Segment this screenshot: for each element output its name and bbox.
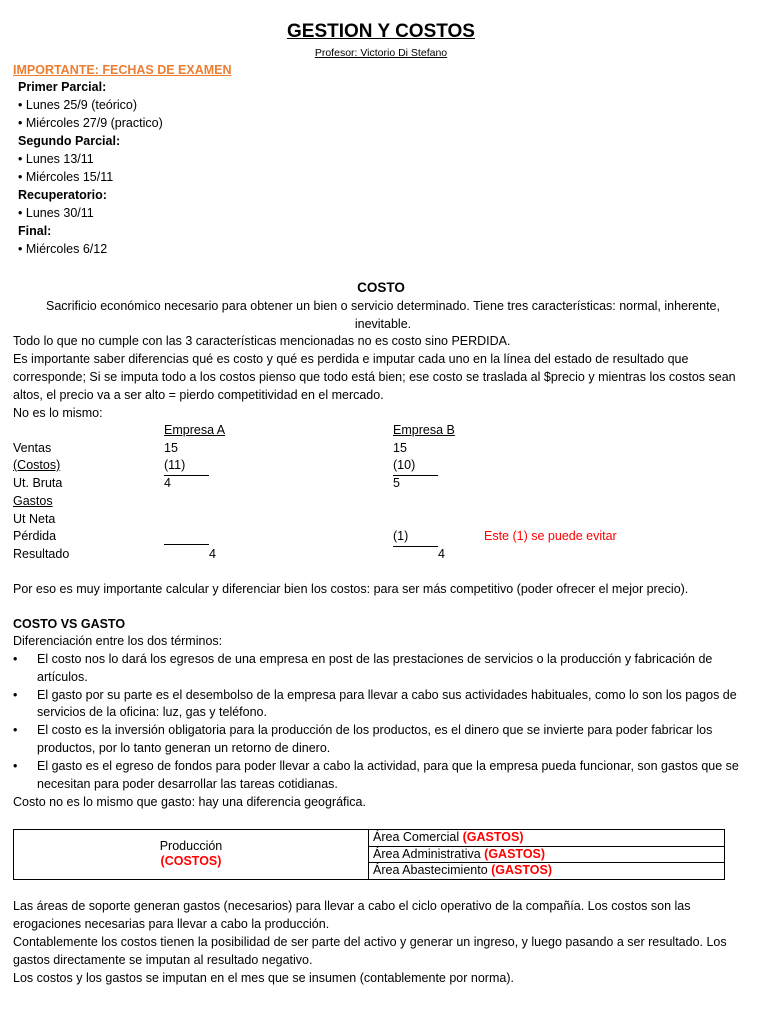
list-item: • El gasto por su parte es el desembolso de la empresa para llevar a cabo sus actividades habituales, como lo son los pagos de servicios de la oficina: luz, gas y teléfono. bbox=[13, 687, 737, 720]
comparison-value-b: (10) bbox=[393, 457, 438, 476]
costo-definition-line: Sacrificio económico necesario para obtener un bien o servicio determinado. Tiene tres características: normal, inherente, bbox=[46, 299, 720, 313]
bullet-icon: • bbox=[18, 170, 23, 184]
comparison-row-label: (Costos) bbox=[13, 458, 61, 472]
exam-date-item: • Miércoles 15/11 bbox=[18, 170, 114, 184]
area-tag: (GASTOS) bbox=[462, 830, 524, 844]
professor-line: Profesor: Victorio Di Stefano bbox=[314, 47, 448, 59]
costo-vs-gasto-closing: Costo no es lo mismo que gasto: hay una diferencia geográfica. bbox=[13, 795, 366, 809]
exam-group-title: Primer Parcial: bbox=[18, 80, 107, 94]
bullet-icon: • bbox=[13, 652, 18, 666]
closing-paragraph: Los costos y los gastos se imputan en el mes que se insumen (contablemente por norma). bbox=[13, 971, 514, 985]
comparison-value-b: 5 bbox=[393, 476, 400, 490]
comparison-value-a: 15 bbox=[164, 441, 178, 455]
comparison-value-a: (11) bbox=[164, 457, 209, 476]
comparison-value-b: (1) bbox=[393, 528, 438, 547]
bullet-icon: • bbox=[13, 687, 18, 702]
costo-heading: COSTO bbox=[357, 280, 405, 295]
area-cell: Área Administrativa (GASTOS) bbox=[369, 846, 725, 863]
exam-date-item: • Miércoles 6/12 bbox=[18, 242, 108, 256]
costo-paragraph: Todo lo que no cumple con las 3 características mencionadas no es costo sino PERDIDA. bbox=[13, 334, 511, 348]
comparison-value-a: 4 bbox=[164, 476, 171, 490]
comparison-row-label: Ut. Bruta bbox=[13, 476, 63, 490]
bullet-icon: • bbox=[18, 152, 23, 166]
bullet-icon: • bbox=[18, 242, 23, 256]
comparison-value-b: 4 bbox=[438, 547, 445, 561]
empresa-b-header: Empresa B bbox=[393, 423, 455, 437]
exam-dates-heading: IMPORTANTE: FECHAS DE EXAMEN bbox=[13, 63, 232, 77]
area-cell: Área Abastecimiento (GASTOS) bbox=[369, 863, 725, 880]
comparison-value-a: 4 bbox=[209, 547, 216, 561]
exam-date-item: • Lunes 13/11 bbox=[18, 152, 94, 166]
produccion-label: Producción bbox=[159, 838, 223, 853]
exam-group-title: Segundo Parcial: bbox=[18, 134, 121, 148]
costo-definition-line: inevitable. bbox=[354, 317, 412, 331]
comparison-row-label: Pérdida bbox=[13, 529, 57, 543]
list-item: • El costo es la inversión obligatoria para la producción de los productos, es el dinero que se invierte para poder fabricar los productos, por lo tanto generan un retorno de dinero. bbox=[13, 723, 713, 755]
bullet-icon: • bbox=[18, 98, 23, 112]
costo-vs-gasto-intro: Diferenciación entre los dos términos: bbox=[13, 634, 223, 648]
comparison-value-b: 15 bbox=[393, 441, 407, 455]
exam-date-item: • Lunes 30/11 bbox=[18, 206, 94, 220]
comparison-note: Este (1) se puede evitar bbox=[484, 529, 617, 543]
exam-date-item: • Lunes 25/9 (teórico) bbox=[18, 98, 138, 112]
bullet-icon: • bbox=[13, 723, 18, 738]
bullet-icon: • bbox=[18, 116, 23, 130]
comparison-row-label: Ut Neta bbox=[13, 512, 56, 526]
costo-vs-gasto-heading: COSTO VS GASTO bbox=[13, 617, 126, 631]
bullet-icon: • bbox=[13, 758, 18, 773]
area-cell: Área Comercial (GASTOS) bbox=[369, 830, 725, 847]
exam-group-title: Recuperatorio: bbox=[18, 188, 107, 202]
conclusion-paragraph: Por eso es muy importante calcular y diferenciar bien los costos: para ser más competitivo (poder ofrecer el mejor precio). bbox=[13, 582, 689, 596]
bullet-icon: • bbox=[18, 206, 23, 220]
list-item: • El costo nos lo dará los egresos de una empresa en post de las prestaciones de servicios o la producción y fabricación de artículos. bbox=[13, 652, 713, 684]
closing-paragraph: Contablemente los costos tienen la posibilidad de ser parte del activo y generar un ingreso, y luego pasando a ser resultado. Los gastos directamente se imputan al resultado negativo. bbox=[13, 935, 727, 967]
comparison-row-label: Resultado bbox=[13, 547, 70, 561]
exam-group-title: Final: bbox=[18, 224, 52, 238]
costo-paragraph: No es lo mismo: bbox=[13, 406, 103, 420]
area-tag: (GASTOS) bbox=[484, 846, 546, 861]
comparison-row-label: Gastos bbox=[13, 494, 53, 508]
comparison-value-a-blank bbox=[164, 528, 209, 545]
closing-paragraph: Las áreas de soporte generan gastos (necesarios) para llevar a cabo el ciclo operativo de la compañía. Los costos son las erogaciones necesarias para llevar a cabo la producción. bbox=[13, 899, 691, 931]
exam-date-item: • Miércoles 27/9 (practico) bbox=[18, 116, 163, 130]
costo-paragraph: Es importante saber diferencias qué es costo y qué es perdida e imputar cada uno en la línea del estado de resultado que corresponde; Si se imputa todo a los costos pienso que todo está bien; ese costo se traslada al $precio y mientras los costos sean altos, el precio va a ser alto = pierdo competitividad en el mercado. bbox=[13, 352, 736, 402]
comparison-row-label: Ventas bbox=[13, 441, 52, 455]
area-tag: (GASTOS) bbox=[491, 863, 553, 877]
list-item: • El gasto es el egreso de fondos para poder llevar a cabo la actividad, para que la empresa pueda funcionar, son gastos que se necesitan para poder desarrollar las tareas cotidianas. bbox=[13, 758, 739, 791]
produccion-cell bbox=[14, 830, 369, 880]
areas-table bbox=[13, 829, 725, 880]
empresa-a-header: Empresa A bbox=[164, 423, 226, 437]
produccion-tag: (COSTOS) bbox=[160, 854, 222, 869]
costo-vs-gasto-list bbox=[13, 651, 753, 793]
page-title: GESTION Y COSTOS bbox=[287, 21, 475, 42]
